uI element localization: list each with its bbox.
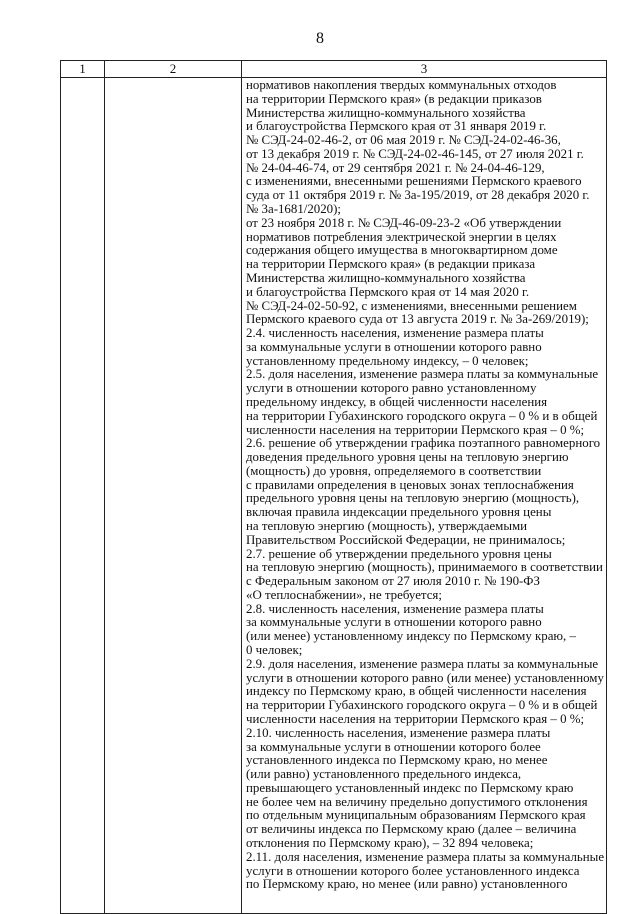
text-line: на территории Губахинского городского округа – 0 % и в общей	[246, 698, 598, 713]
text-line: 2.11. доля населения, изменение размера платы за коммунальные	[246, 849, 605, 864]
text-line: № СЭД-24-02-46-2, от 06 мая 2019 г. № СЭД-24-02-46-36,	[246, 133, 561, 148]
text-line: предельному индексу, в общей численности населения	[246, 394, 548, 409]
text-line: по отдельным муниципальным образованиям Пермского края	[246, 808, 586, 823]
text-line: включая правила индексации предельного уровня цены	[246, 505, 552, 520]
text-line: (или равно) установленного предельного индекса,	[246, 767, 522, 782]
document-table	[60, 60, 607, 914]
text-line: на территории Губахинского городского округа – 0 % и в общей	[246, 408, 598, 423]
text-line: не более чем на величину предельно допустимого отклонения	[246, 794, 588, 809]
text-line: услуги в отношении которого равно установленному	[246, 381, 537, 396]
text-line: Пермского краевого суда от 13 августа 2019 г. № 3а-269/2019);	[246, 312, 589, 327]
text-line: и благоустройства Пермского края от 14 мая 2020 г.	[246, 284, 530, 299]
text-line: доведения предельного уровня цены на тепловую энергию	[246, 450, 569, 465]
text-line: № 24-04-46-74, от 29 сентября 2021 г. № 24-04-46-129,	[246, 160, 545, 175]
text-line: содержания общего имущества в многоквартирном доме	[246, 243, 558, 258]
text-line: с Федеральным законом от 27 июля 2010 г. № 190-ФЗ	[246, 574, 540, 589]
text-line: предельного уровня цены на тепловую энергию (мощность),	[246, 491, 580, 506]
text-line: № СЭД-24-02-50-92, с изменениями, внесенными решением	[246, 298, 577, 313]
text-line: от 13 декабря 2019 г. № СЭД-24-02-46-145, от 27 июля 2021 г.	[246, 146, 584, 161]
text-line: от 23 ноября 2018 г. № СЭД-46-09-23-2 «Об утверждении	[246, 215, 562, 230]
text-line: превышающего установленный индекс по Пермскому краю	[246, 780, 574, 795]
text-line: численности населения на территории Пермского края – 0 %;	[246, 711, 585, 726]
text-line: Правительством Российской Федерации, не принималось;	[246, 532, 566, 547]
text-line: (мощность) до уровня, определяемого в соответствии	[246, 463, 542, 478]
text-line: на территории Пермского края» (в редакции приказа	[246, 257, 536, 272]
text-line: установленному предельному индексу, – 0 человек;	[246, 353, 529, 368]
cell-column-3	[242, 78, 607, 914]
text-line: 2.4. численность населения, изменение размера платы	[246, 326, 544, 341]
text-line: нормативов потребления электрической энергии в целях	[246, 229, 557, 244]
cell-column-2	[105, 78, 242, 914]
text-line: установленного индекса по Пермскому краю, но менее	[246, 753, 548, 768]
table-row	[61, 78, 607, 914]
text-line: услуги в отношении которого более установленного индекса	[246, 863, 580, 878]
text-line: на тепловую энергию (мощность), принимаемого в соответствии	[246, 560, 603, 575]
text-line: по Пермскому краю, но менее (или равно) установленного	[246, 877, 568, 892]
text-line: отклонения по Пермскому краю), – 32 894 человека;	[246, 835, 534, 850]
text-line: 2.5. доля населения, изменение размера платы за коммунальные	[246, 367, 599, 382]
text-line: с правилами определения в ценовых зонах теплоснабжения	[246, 477, 574, 492]
page-number: 8	[316, 30, 324, 47]
text-line: на тепловую энергию (мощность), утверждаемыми	[246, 519, 528, 533]
text-line: «О теплоснабжении», не требуется;	[246, 587, 442, 602]
text-line: суда от 11 октября 2019 г. № 3а-195/2019, от 28 декабря 2020 г.	[246, 188, 590, 203]
column-header-3: 3	[242, 61, 607, 78]
text-line: 2.6. решение об утверждении графика поэтапного равномерного	[246, 436, 601, 451]
table-header-row	[61, 61, 607, 78]
text-line: № 3а-1681/2020);	[246, 202, 341, 217]
text-line: численности населения на территории Пермского края – 0 %;	[246, 422, 585, 437]
text-line: индексу по Пермскому краю, в общей численности населения	[246, 684, 587, 699]
text-line: от величины индекса по Пермскому краю (далее – величина	[246, 822, 577, 837]
text-line: Министерства жилищно-коммунального хозяйства	[246, 105, 526, 120]
text-line: Министерства жилищно-коммунального хозяйства	[246, 270, 526, 285]
text-line: 0 человек;	[246, 643, 303, 658]
text-line: услуги в отношении которого равно (или менее) установленному	[246, 670, 604, 685]
cell-column-1	[61, 78, 105, 914]
column-header-2: 2	[105, 61, 242, 78]
text-line: за коммунальные услуги в отношении которого равно	[246, 615, 542, 630]
column-header-1: 1	[61, 61, 105, 78]
text-line: 2.7. решение об утверждении предельного уровня цены	[246, 546, 552, 561]
text-line: и благоустройства Пермского края от 31 января 2019 г.	[246, 119, 547, 134]
text-line: за коммунальные услуги в отношении которого равно	[246, 339, 542, 354]
text-line: с изменениями, внесенными решениями Пермского краевого	[246, 174, 582, 189]
text-line: на территории Пермского края» (в редакции приказов	[246, 91, 542, 106]
text-line: нормативов накопления твердых коммунальных отходов	[246, 78, 557, 92]
text-line: 2.8. численность населения, изменение размера платы	[246, 601, 544, 616]
text-line: (или менее) установленному индексу по Пермскому краю, –	[246, 629, 576, 644]
text-line: 2.10. численность населения, изменение размера платы	[246, 725, 551, 740]
cell-text	[242, 78, 606, 892]
text-line: 2.9. доля населения, изменение размера платы за коммунальные	[246, 656, 599, 671]
text-line: за коммунальные услуги в отношении которого более	[246, 739, 541, 754]
